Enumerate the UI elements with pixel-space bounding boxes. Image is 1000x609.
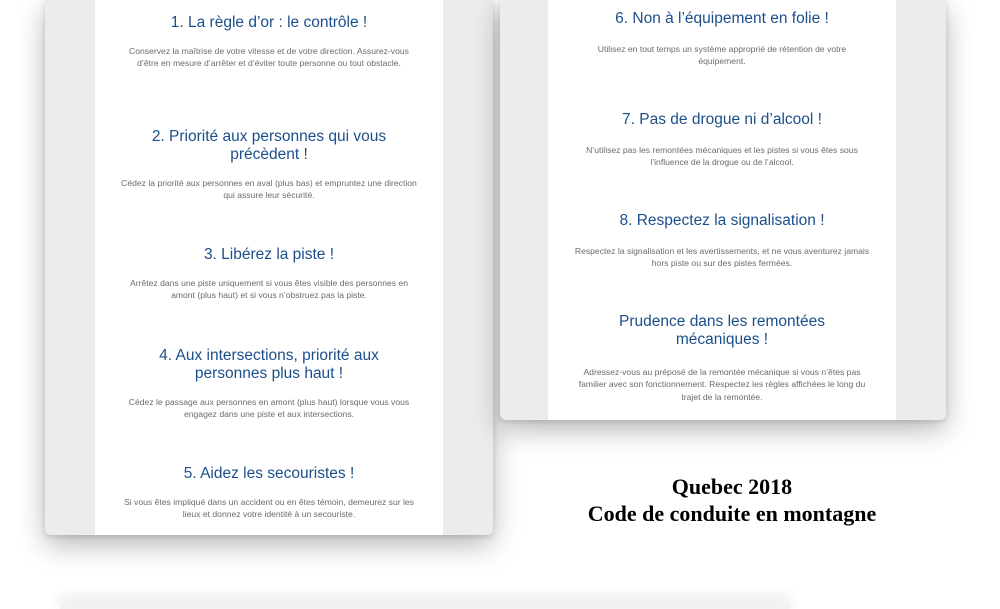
rule-2-text: Cédez la priorité aux personnes en aval (plus bas) et empruntez une direction qui assure leur sécurité.: [121, 178, 417, 201]
rule-6-title: 6. Non à l’équipement en folie !: [615, 10, 829, 27]
rule-2-title: 2. Priorité aux personnes qui vous précèdent !: [151, 128, 387, 163]
rule-8: [548, 212, 896, 270]
rule-7-text: N’utilisez pas les remontées mécaniques et les pistes si vous êtes sous l’influence de la drogue ou de l’alcool.: [586, 145, 858, 168]
rule-lifts-text: Adressez-vous au préposé de la remontée mécanique si vous n’êtes pas familier avec son fonctionnement. Respectez les règles affichées le long du trajet de la remontée.: [578, 367, 866, 402]
left-card-content: [95, 0, 443, 535]
rule-4-text: Cédez le passage aux personnes en amont (plus haut) lorsque vous vous engagez dans une piste et aux intersections.: [128, 397, 410, 420]
rule-5-text: Si vous êtes impliqué dans un accident ou en êtes témoin, demeurez sur les lieux et donnez votre identité à un secouriste.: [124, 497, 414, 520]
rule-5: [95, 465, 443, 521]
rule-4-title: 4. Aux intersections, priorité aux personnes plus haut !: [159, 347, 379, 382]
left-rules-card: [45, 0, 493, 535]
right-rules-card: [500, 0, 946, 420]
rule-1-title: 1. La règle d’or : le contrôle !: [170, 14, 368, 31]
bottom-card-edge: [60, 603, 790, 609]
caption-year: Quebec 2018: [671, 474, 793, 499]
rule-4: [95, 347, 443, 421]
rule-lifts-title: Prudence dans les remontées mécaniques !: [619, 313, 825, 348]
right-card-content: [548, 0, 896, 420]
caption-title: Code de conduite en montagne: [587, 501, 877, 526]
rule-3: [95, 246, 443, 302]
rule-6-text: Utilisez en tout temps un système approprié de rétention de votre équipement.: [597, 44, 847, 67]
rule-3-title: 3. Libérez la piste !: [203, 246, 335, 263]
rule-8-text: Respectez la signalisation et les avertissements, et ne vous aventurez jamais hors piste ou sur des pistes fermées.: [574, 246, 870, 269]
rule-1: [95, 14, 443, 70]
rule-5-title: 5. Aidez les secouristes !: [183, 465, 355, 482]
rule-8-title: 8. Respectez la signalisation !: [619, 212, 825, 229]
rule-6: [548, 10, 896, 68]
rule-1-text: Conservez la maîtrise de votre vitesse et de votre direction. Assurez-vous d’être en mesure d’arrêter et d’éviter toute personne ou tout obstacle.: [129, 46, 409, 69]
rule-7: [548, 111, 896, 169]
rule-lifts: [548, 313, 896, 403]
rule-2: [95, 128, 443, 202]
rule-7-title: 7. Pas de drogue ni d’alcool !: [622, 111, 822, 128]
rule-3-text: Arrêtez dans une piste uniquement si vous êtes visible des personnes en amont (plus haut) et si vous n’obstruez pas la piste.: [129, 278, 409, 301]
